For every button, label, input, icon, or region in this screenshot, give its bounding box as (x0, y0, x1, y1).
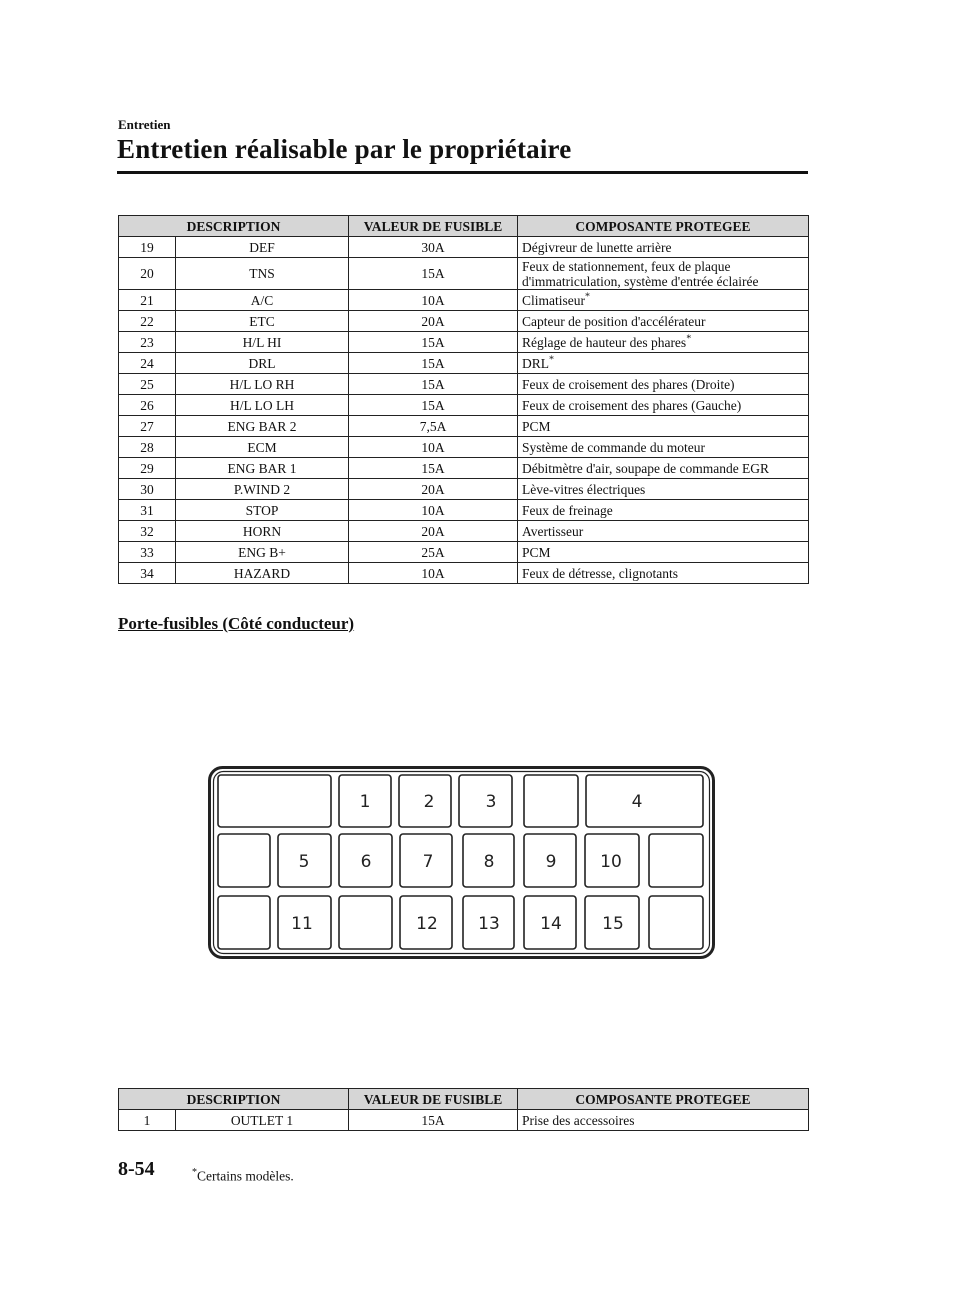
table-row (119, 237, 809, 258)
fuse-value (349, 458, 518, 479)
fuse-label-12: 12 (416, 914, 438, 934)
fuse-value-text: 15A (421, 376, 445, 392)
fuse-slot-empty (339, 896, 392, 949)
fuse-description-text: HORN (242, 523, 282, 539)
fuse-number-text: 25 (140, 376, 154, 392)
fuse-value-text: 25A (421, 544, 445, 560)
fuse-value-text: 20A (421, 481, 445, 497)
fuse-description (176, 353, 349, 374)
protected-component (518, 353, 809, 374)
protected-component-text: Débitmètre d'air, soupape de commande EGR (522, 460, 770, 476)
table-row (119, 416, 809, 437)
fuse-label-2: 2 (423, 792, 435, 812)
fuse-slot-empty (218, 834, 270, 887)
protected-component (518, 311, 809, 332)
fuse-label-5: 5 (298, 852, 310, 872)
fuse-label-8: 8 (483, 852, 495, 872)
fuse-value-text: 15A (421, 266, 445, 281)
page-title: Entretien réalisable par le propriétaire (117, 134, 572, 164)
protected-component (518, 1110, 809, 1131)
table-row (119, 311, 809, 332)
fuse-description-text: OUTLET 1 (230, 1112, 294, 1128)
table-row (119, 258, 809, 290)
fuse-description (176, 1110, 349, 1131)
protected-component-text: Avertisseur (522, 523, 584, 539)
protected-component (518, 332, 809, 353)
protected-component-text: Réglage de hauteur des phares (522, 334, 687, 350)
fuse-number-text: 30 (140, 481, 154, 497)
fuse-value-text: 15A (421, 355, 445, 371)
fuse-number (119, 353, 176, 374)
fuse-number-text: 31 (140, 502, 154, 518)
fuse-description-text: DRL (248, 355, 276, 371)
fuse-value (349, 290, 518, 311)
fuse-number-text: 23 (140, 334, 154, 350)
protected-component (518, 521, 809, 542)
table-row (119, 458, 809, 479)
fuse-label-15: 15 (602, 914, 624, 934)
fuse-number (119, 258, 176, 290)
fuse-value (349, 332, 518, 353)
fuse-description-text: TNS (249, 266, 275, 281)
fuse-description (176, 258, 349, 290)
protected-component-text: Prise des accessoires (522, 1112, 635, 1128)
fuse-value-text: 10A (421, 292, 445, 308)
fuse-number-text: 26 (140, 397, 154, 413)
table-row (119, 500, 809, 521)
protected-component-text: Feux de stationnement, feux de plaque d'immatriculation, système d'entrée éclairée (522, 258, 759, 289)
table-row (119, 542, 809, 563)
fuse-number (119, 437, 176, 458)
page-number: 8-54 (118, 1158, 155, 1180)
header-fuse-value: VALEUR DE FUSIBLE (349, 216, 518, 237)
protected-component-text: Dégivreur de lunette arrière (522, 239, 672, 255)
fuse-number-text: 34 (140, 565, 154, 581)
table-row (119, 290, 809, 311)
fuse-number (119, 1110, 176, 1131)
fuse-number-text: 27 (140, 418, 154, 434)
footnote-mark: * (192, 1167, 197, 1178)
fuse-value (349, 479, 518, 500)
protected-component-text: Capteur de position d'accélérateur (522, 313, 706, 329)
fuse-number (119, 374, 176, 395)
fuse-description-text: H/L LO RH (229, 376, 295, 392)
fuse-number-text: 33 (140, 544, 154, 560)
footnote-mark: * (585, 291, 590, 302)
table-header-row (119, 1089, 809, 1110)
fuse-description (176, 500, 349, 521)
fuse-value-text: 15A (421, 334, 445, 350)
fuse-number-text: 21 (140, 292, 154, 308)
fuse-slot-4 (586, 775, 703, 827)
protected-component-text: Feux de freinage (522, 502, 613, 518)
fuse-description-text: P.WIND 2 (233, 481, 291, 497)
protected-component (518, 500, 809, 521)
fuse-value (349, 374, 518, 395)
header-protected-component: COMPOSANTE PROTEGEE (518, 1089, 809, 1110)
fuse-number-text: 28 (140, 439, 154, 455)
protected-component-text: PCM (522, 544, 551, 560)
fuse-label-11: 11 (291, 914, 313, 934)
fuse-slot-empty (218, 775, 331, 827)
fuse-table-2 (118, 1088, 809, 1131)
fuse-number (119, 542, 176, 563)
fuse-description-text: ETC (249, 313, 275, 329)
fuse-description-text: H/L HI (242, 334, 282, 350)
fuse-description (176, 563, 349, 584)
protected-component (518, 479, 809, 500)
protected-component-text: Système de commande du moteur (522, 439, 705, 455)
fuse-value (349, 542, 518, 563)
fuse-number-text: 29 (140, 460, 154, 476)
fuse-value-text: 15A (421, 1112, 445, 1128)
protected-component (518, 374, 809, 395)
fuse-value-text: 10A (421, 565, 445, 581)
fuse-description (176, 374, 349, 395)
fuse-value (349, 395, 518, 416)
fuse-slot-empty (218, 896, 270, 949)
table-row (119, 479, 809, 500)
fuse-label-1: 1 (359, 792, 371, 812)
table-row (119, 437, 809, 458)
fuse-number (119, 479, 176, 500)
title-divider (117, 171, 808, 174)
protected-component (518, 395, 809, 416)
table-row (119, 374, 809, 395)
fuse-number-text: 32 (140, 523, 154, 539)
fuse-description (176, 237, 349, 258)
protected-component (518, 458, 809, 479)
fuse-slot-empty (649, 834, 703, 887)
fuse-description (176, 479, 349, 500)
fuse-value-text: 10A (421, 439, 445, 455)
fuse-description (176, 521, 349, 542)
protected-component-text: DRL (522, 355, 549, 371)
fuse-value (349, 258, 518, 290)
protected-component (518, 437, 809, 458)
fuse-label-6: 6 (360, 852, 372, 872)
fuse-label-3: 3 (485, 792, 497, 812)
fuse-value-text: 30A (421, 239, 445, 255)
fuse-label-7: 7 (422, 852, 434, 872)
protected-component (518, 290, 809, 311)
fuse-description-text: ENG BAR 1 (227, 460, 297, 476)
fuse-description (176, 437, 349, 458)
header-fuse-value: VALEUR DE FUSIBLE (349, 1089, 518, 1110)
fuse-value (349, 437, 518, 458)
fuse-value-text: 15A (421, 397, 445, 413)
fuse-description-text: DEF (249, 239, 275, 255)
protected-component-text: Feux de croisement des phares (Droite) (522, 376, 735, 392)
fuse-number-text: 19 (140, 239, 154, 255)
fuse-value-text: 20A (421, 313, 445, 329)
fuse-description-text: H/L LO LH (230, 397, 294, 413)
fuse-value (349, 311, 518, 332)
fuse-value-text: 15A (421, 460, 445, 476)
fuse-number (119, 395, 176, 416)
table-row (119, 353, 809, 374)
fuse-description (176, 311, 349, 332)
fuse-number (119, 237, 176, 258)
protected-component-text: Feux de détresse, clignotants (522, 565, 678, 581)
fuse-description-text: ECM (247, 439, 277, 455)
protected-component-text: PCM (522, 418, 551, 434)
fuse-number-text: 24 (140, 355, 154, 371)
fuse-block-diagram (208, 766, 715, 959)
fuse-number (119, 332, 176, 353)
fuse-description-text: ENG BAR 2 (227, 418, 297, 434)
fuse-description-text: STOP (245, 502, 279, 518)
fuse-value (349, 353, 518, 374)
fuse-value-text: 20A (421, 523, 445, 539)
fuse-value (349, 1110, 518, 1131)
fuse-description (176, 290, 349, 311)
header-description: DESCRIPTION (119, 1089, 349, 1110)
protected-component (518, 563, 809, 584)
fuse-number (119, 500, 176, 521)
table-header-row (119, 216, 809, 237)
fuse-number-text: 20 (140, 266, 154, 281)
fuse-number (119, 458, 176, 479)
fuse-value (349, 563, 518, 584)
fuse-value-text: 7,5A (419, 418, 447, 434)
fuse-description (176, 542, 349, 563)
protected-component (518, 416, 809, 437)
fuse-number (119, 290, 176, 311)
fuse-value (349, 416, 518, 437)
footnote-mark: * (686, 333, 692, 344)
fuse-value (349, 237, 518, 258)
fuse-label-13: 13 (478, 914, 500, 934)
fuse-description (176, 332, 349, 353)
fuse-description-text: ENG B+ (238, 544, 286, 560)
fuse-value (349, 521, 518, 542)
protected-component (518, 258, 809, 290)
table-row (119, 563, 809, 584)
header-protected-component: COMPOSANTE PROTEGEE (518, 216, 809, 237)
fuse-number (119, 563, 176, 584)
footnote (192, 1167, 294, 1185)
fuse-number (119, 521, 176, 542)
fuse-table-1 (118, 215, 809, 584)
footnote-text: Certains modèles. (197, 1168, 294, 1184)
protected-component-text: Feux de croisement des phares (Gauche) (522, 397, 742, 413)
fuse-value-text: 10A (421, 502, 445, 518)
fuse-slot-empty (524, 775, 578, 827)
protected-component (518, 237, 809, 258)
header-description: DESCRIPTION (119, 216, 349, 237)
protected-component-text: Climatiseur (522, 292, 585, 308)
footnote-mark: * (549, 354, 554, 365)
protected-component (518, 542, 809, 563)
protected-component-text: Lève-vitres électriques (522, 481, 646, 497)
fuse-number (119, 311, 176, 332)
fuse-label-14: 14 (540, 914, 562, 934)
fuse-description (176, 458, 349, 479)
fuse-block-heading: Porte-fusibles (Côté conducteur) (118, 614, 355, 633)
fuse-label-4: 4 (631, 792, 643, 812)
fuse-label-9: 9 (545, 852, 557, 872)
section-label: Entretien (118, 117, 171, 132)
fuse-number-text: 22 (140, 313, 154, 329)
fuse-description-text: HAZARD (233, 565, 291, 581)
fuse-description (176, 395, 349, 416)
fuse-number-text: 1 (143, 1112, 151, 1128)
fuse-value (349, 500, 518, 521)
table-row (119, 395, 809, 416)
fuse-slot-empty (649, 896, 703, 949)
fuse-description (176, 416, 349, 437)
table-row (119, 521, 809, 542)
fuse-description-text: A/C (250, 292, 274, 308)
table-row (119, 332, 809, 353)
fuse-number (119, 416, 176, 437)
table-row (119, 1110, 809, 1131)
fuse-label-10: 10 (600, 852, 622, 872)
